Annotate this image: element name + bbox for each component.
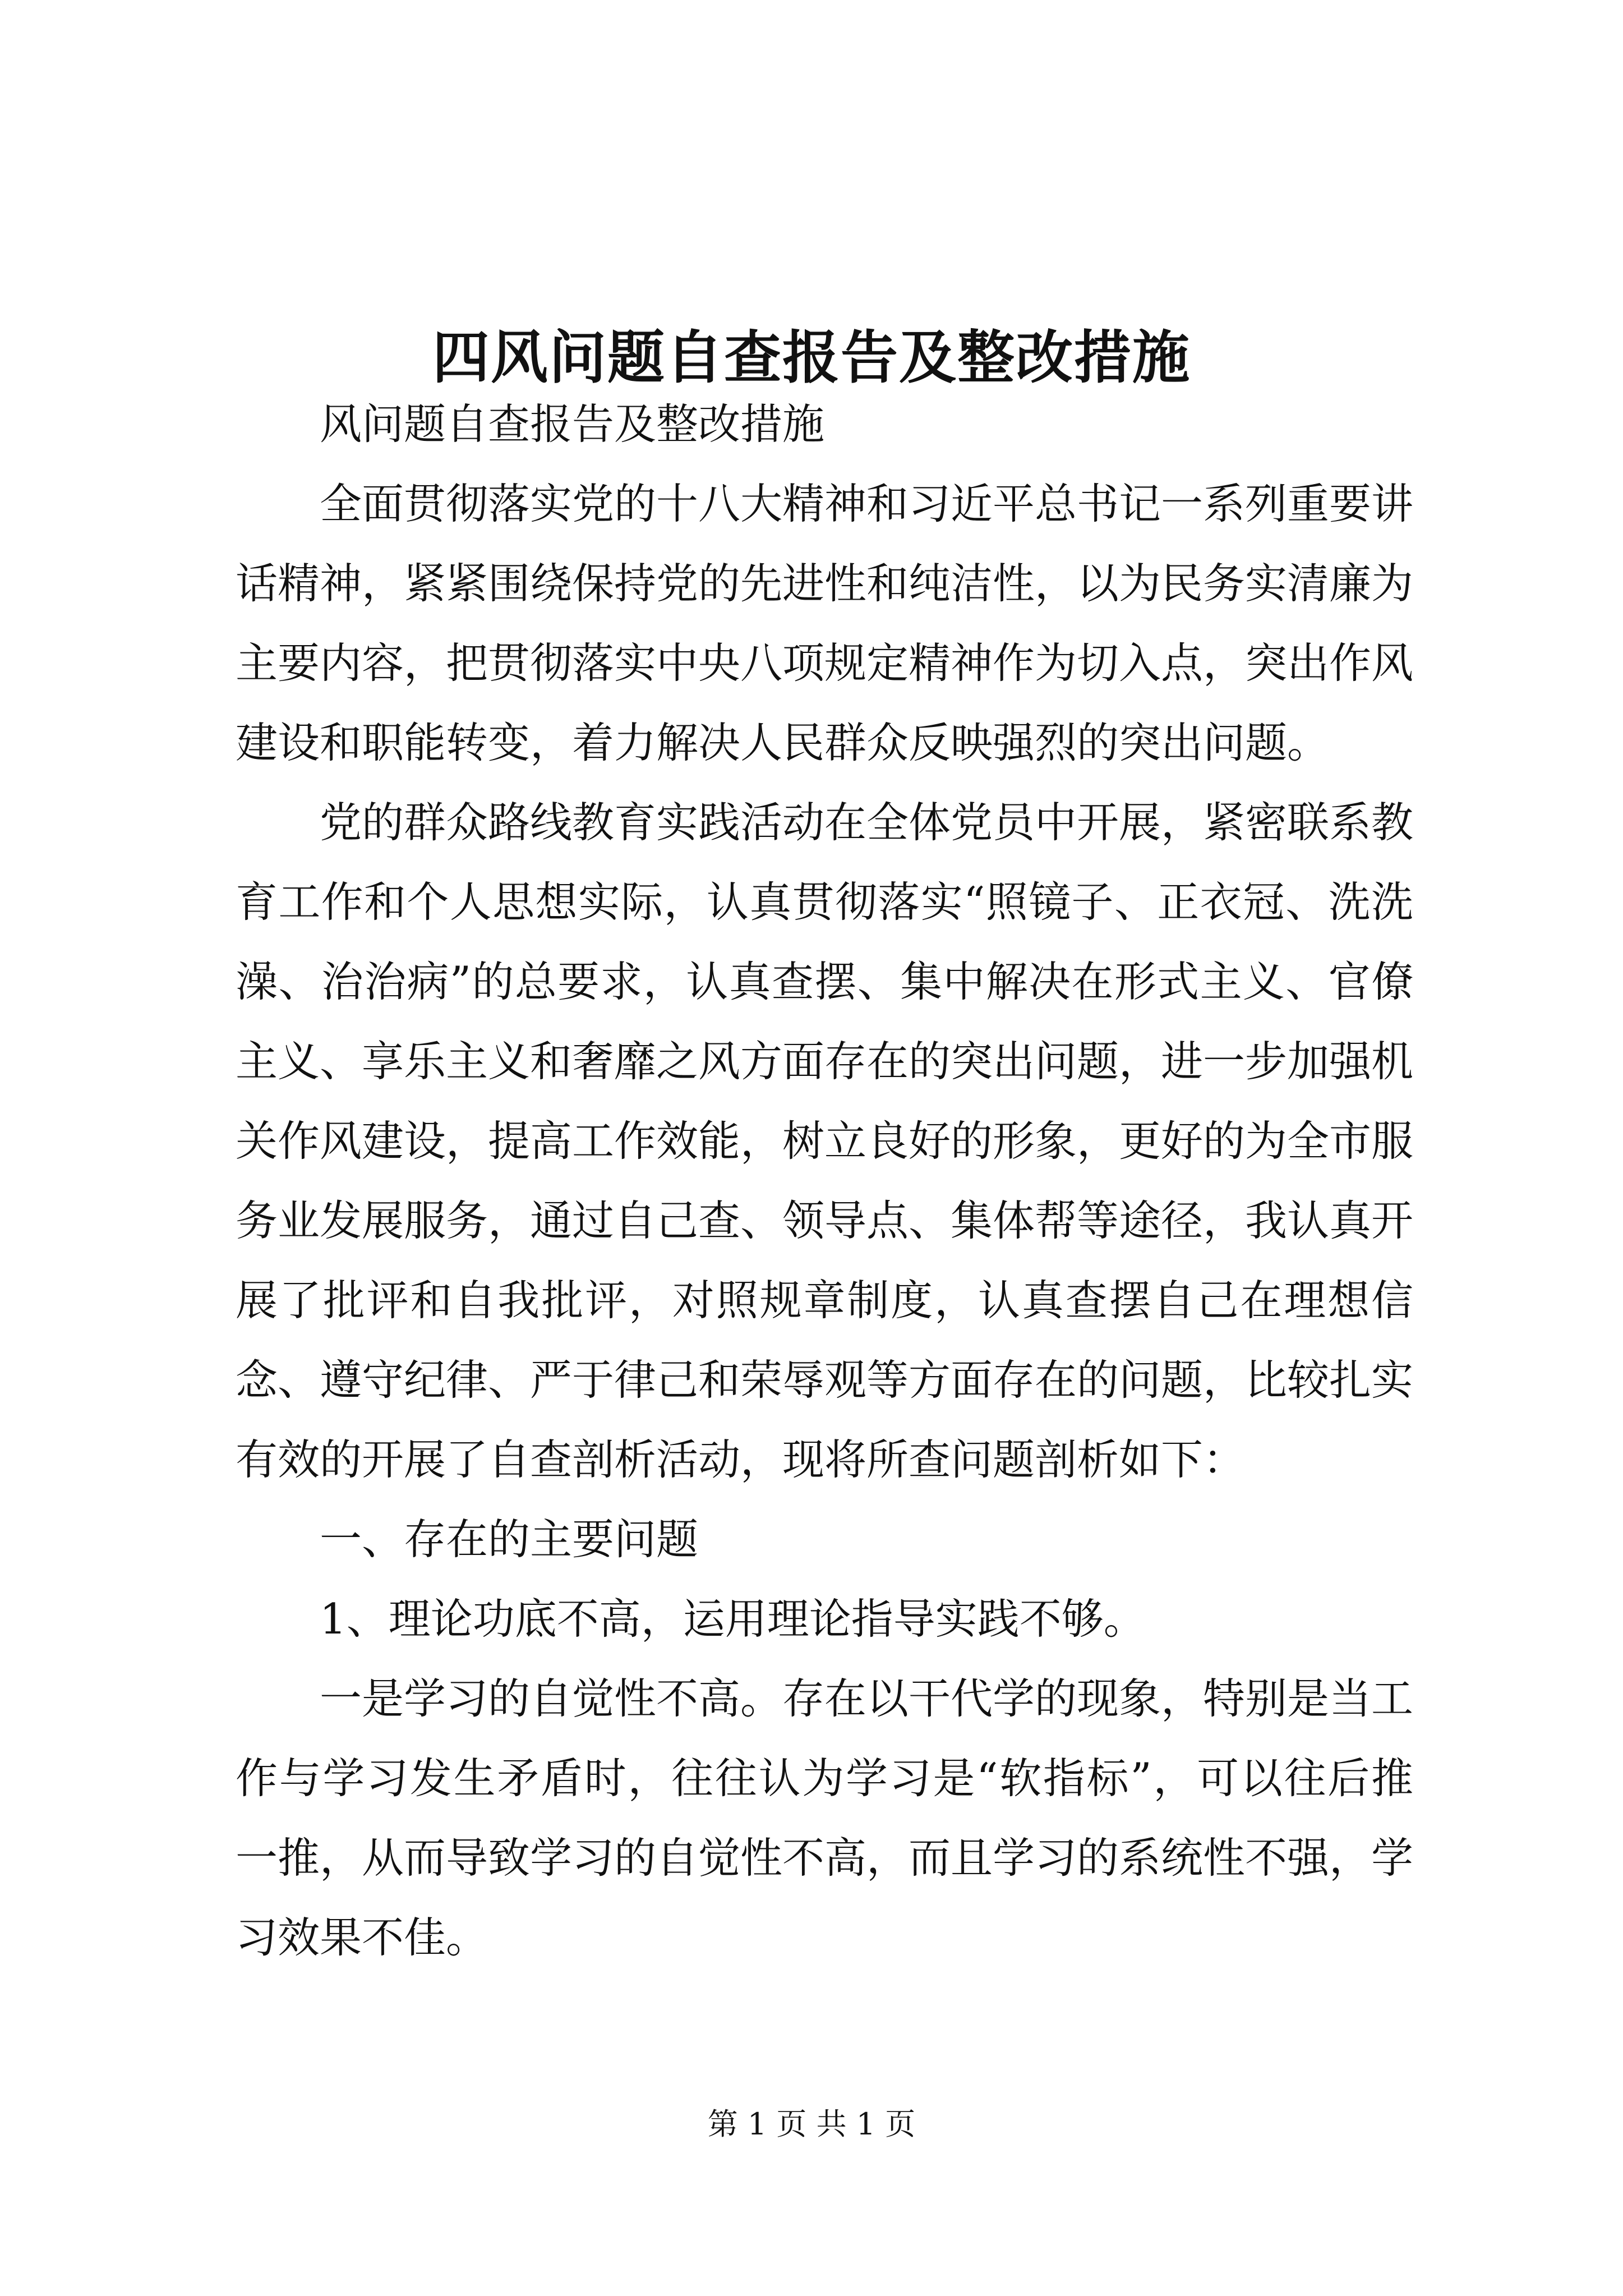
document-body xyxy=(236,384,1413,1977)
page-footer: 第 1 页 共 1 页 xyxy=(707,2106,916,2142)
document-title: 四风问题自查报告及整改措施 xyxy=(432,324,1191,392)
paragraph-activity: 党的群众路线教育实践活动在全体党员中开展，紧密联系教育工作和个人思想实际，认真贯彻落实“照镜子、正衣冠、洗洗澡、治治病”的总要求，认真查摆、集中解决在形式主义、官僚主义、享乐主义和奢靡之风方面存在的突出问题，进一步加强机关作风建设，提高工作效能，树立良好的形象，更好的为全市服务业发展服务，通过自己查、领导点、集体帮等途径，我认真开展了批评和自我批评，对照规章制度，认真查摆自己在理想信念、遵守纪律、严于律己和荣辱观等方面存在的问题，比较扎实有效的开展了自查剖析活动，现将所查问题剖析如下： xyxy=(236,798,1414,1484)
section-heading-main-problems: 一、存在的主要问题 xyxy=(320,1515,699,1564)
paragraph-intro: 全面贯彻落实党的十八大精神和习近平总书记一系列重要讲话精神，紧紧围绕保持党的先进性和纯洁性，以为民务实清廉为主要内容，把贯彻落实中央八项规定精神作为切入点，突出作风建设和职能转变，着力解决人民群众反映强烈的突出问题。 xyxy=(236,479,1414,767)
paragraph-subtitle: 风问题自查报告及整改措施 xyxy=(320,399,825,449)
paragraph-study-awareness: 一是学习的自觉性不高。存在以干代学的现象，特别是当工作与学习发生矛盾时，往往认为学习是“软指标”，可以往后推一推，从而导致学习的自觉性不高，而且学习的系统性不强，学习效果不佳。 xyxy=(236,1674,1414,1962)
subheading-theory: 1、理论功底不高，运用理论指导实践不够。 xyxy=(320,1594,1146,1644)
